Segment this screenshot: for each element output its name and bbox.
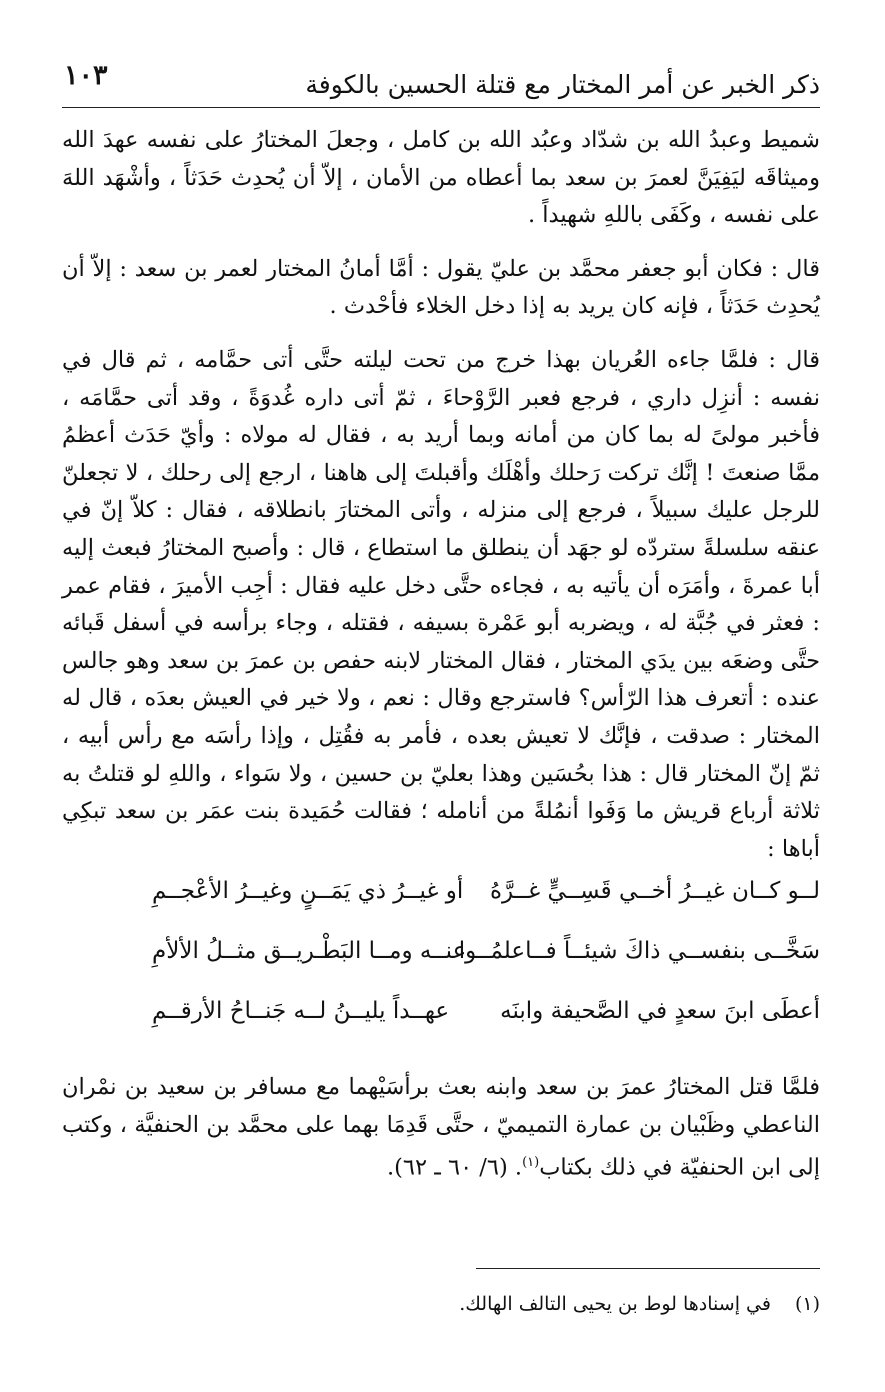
first-hemistich: أعطَى ابنَ سعدٍ في الصَّحيفة وابنَه [500, 998, 820, 1025]
source-citation: . (٦/ ٦٠ ـ ٦٢). [386, 1154, 523, 1181]
running-header [62, 52, 820, 108]
paragraph-1: شميط وعبدُ الله بن شدّاد وعبُد الله بن كامل ، وجعلَ المختارُ على نفسه عهدَ الله وميثاقَه ليَفِيَنَّ لعمرَ بن سعد بما أعطاه من الأمان ، إلاّ أن يُحدِث حَدَثاً ، وأشْهَد اللهَ على نفسه ، وكَفَى باللهِ شهيداً . [62, 127, 820, 229]
poem-verse [62, 934, 820, 986]
second-hemistich: عهــداً يليــنُ لــه جَنــاحُ الأرقــمِ [152, 998, 450, 1025]
second-hemistich: أو غيــرُ ذي يَمَــنٍ وغيــرُ الأعْجــمِ [152, 878, 464, 905]
main-text [62, 122, 820, 1188]
footnote-text: في إسنادها لوط بن يحيى التالف الهالك. [459, 1293, 771, 1315]
poem-verse [62, 994, 820, 1046]
running-title: ذكر الخبر عن أمر المختار مع قتلة الحسين بالكوفة [305, 70, 820, 99]
footnote-rule [476, 1268, 820, 1269]
closing-paragraph [62, 1069, 820, 1187]
first-hemistich: لــو كــان غيــرُ أخــي قَسِــيٍّ غــرَّهُ [489, 878, 820, 905]
footnote [459, 1293, 820, 1315]
second-hemistich: عنــه ومــا البَطْـريــق مثــلُ الألأمِ [152, 938, 467, 965]
poem [62, 874, 820, 1069]
closing-text: فلمَّا قتل المختارُ عمرَ بن سعد وابنه بعث برأسَيْهما مع مسافر بن سعيد بن نمْران الناعطي وظَبْيان بن عمارة التميميّ ، حتَّى قَدِمَا بهما على محمَّد بن الحنفيَّة ، وكتب إلى ابن الحنفيّة في ذلك بكتاب [62, 1074, 820, 1181]
page-number: ١٠٣ [64, 60, 108, 91]
footnote-number: (١) [794, 1293, 820, 1315]
paragraph-2: قال : فكان أبو جعفر محمَّد بن عليّ يقول : أمَّا أمانُ المختار لعمر بن سعد : إلاّ أن يُحدِث حَدَثاً ، فإنه كان يريد به إذا دخل الخلاء فأحْدث . [62, 255, 820, 320]
paragraph-3: قال : فلمَّا جاءه العُريان بهذا خرج من تحت ليلته حتَّى أتى حمَّامه ، ثم قال في نفسه : أنزِل داري ، فرجع فعبر الرَّوْحاءَ ، ثمّ أتى داره غُدوَةً ، وقد أتى حمَّامَه ، فأخبر مولىً له بما كان من أمانه وبما أريد به ، فقال له مولاه : وأيّ حَدَث أعظمُ ممَّا صنعتَ ! إنَّك تركت رَحلك وأهْلَك وأقبلتَ إلى هاهنا ، ارجع إلى رحلك ، لا تجعلنّ للرجل عليك سبيلاً ، فرجع إلى منزله ، وأتى المختارَ بانطلاقه ، فقال : كلاّ إنّ في عنقه سلسلةً ستردّه لو جهَد أن ينطلق ما استطاع ، قال : وأصبح المختارُ فبعث إليه أبا عمرةَ ، وأمَرَه أن يأتيه به ، فجاءه حتَّى دخل عليه فقال : أجِب الأميرَ ، فقام عمر : فعثر في جُبَّة له ، ويضربه أبو عَمْرة بسيفه ، فقتله ، وجاء برأسه في أسفل قَبائه حتَّى وضعَه بين يدَي المختار ، فقال المختار لابنه حفص بن عمرَ بن سعد وهو جالس عنده : أتعرف هذا الرّأس؟ فاسترجع وقال : نعم ، ولا خير في العيش بعدَه ، قال له المختار : صدقت ، فإنَّك لا تعيش بعده ، فأمر به فقُتِل ، وإذا رأسَه مع رأس أبيه ، ثمّ إنّ المختار قال : هذا بحُسَين وهذا بعليّ بن حسين ، ولا سَواء ، واللهِ لو قتلتُ به ثلاثة أرباع قريش ما وَفَوا أنمُلةً من أنامله ؛ فقالت حُمَيدة بنت عمَر بن سعد تبكِي أباها : [62, 346, 820, 862]
first-hemistich: سَخَّــى بنفســي ذاكَ شيئــاً فــاعلمُــوا [458, 938, 820, 965]
footnote-marker: (١) [522, 1155, 540, 1171]
header-rule [62, 107, 820, 108]
poem-verse [62, 874, 820, 926]
